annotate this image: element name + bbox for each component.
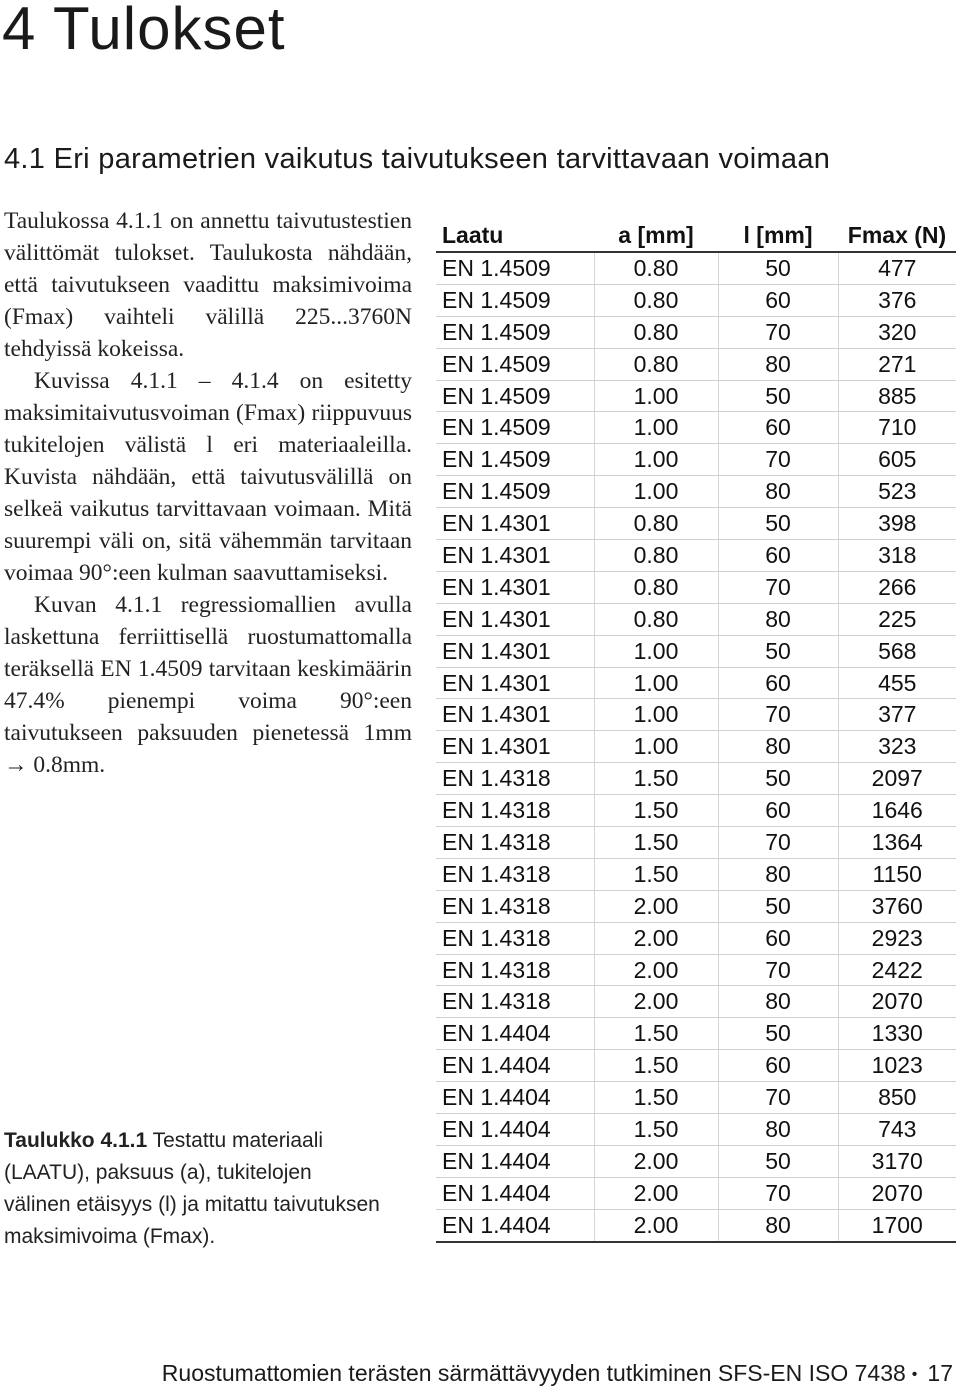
cell-laatu: EN 1.4509 — [436, 380, 594, 412]
table-row — [436, 731, 956, 763]
cell-thickness: 2.00 — [594, 922, 718, 954]
cell-span: 80 — [718, 1114, 838, 1146]
cell-span: 80 — [718, 858, 838, 890]
cell-fmax: 1023 — [838, 1050, 956, 1082]
cell-laatu: EN 1.4509 — [436, 412, 594, 444]
table-row — [436, 1177, 956, 1209]
results-table — [436, 219, 956, 1243]
cell-laatu: EN 1.4509 — [436, 348, 594, 380]
caption-label: Taulukko 4.1.1 — [4, 1129, 148, 1152]
cell-laatu: EN 1.4404 — [436, 1145, 594, 1177]
cell-thickness: 0.80 — [594, 348, 718, 380]
cell-thickness: 0.80 — [594, 252, 718, 284]
cell-span: 80 — [718, 986, 838, 1018]
cell-fmax: 2923 — [838, 922, 956, 954]
table-row — [436, 1114, 956, 1146]
cell-span: 80 — [718, 476, 838, 508]
cell-span: 80 — [718, 1209, 838, 1241]
caption-text: Testattu materiaali (LAATU), paksuus (a), tukitelojen välinen etäisyys (l) ja mitattu taivutuksen maksimivoima (Fmax). — [4, 1129, 380, 1248]
table-row — [436, 284, 956, 316]
cell-laatu: EN 1.4404 — [436, 1177, 594, 1209]
cell-span: 60 — [718, 795, 838, 827]
cell-fmax: 266 — [838, 571, 956, 603]
table-row — [436, 954, 956, 986]
cell-thickness: 2.00 — [594, 986, 718, 1018]
cell-span: 70 — [718, 316, 838, 348]
cell-fmax: 455 — [838, 667, 956, 699]
header-span: l [mm] — [718, 219, 838, 252]
cell-thickness: 1.50 — [594, 763, 718, 795]
footer-bullet: • — [911, 1366, 918, 1383]
header-thickness: a [mm] — [594, 219, 718, 252]
cell-span: 70 — [718, 827, 838, 859]
cell-fmax: 2422 — [838, 954, 956, 986]
cell-fmax: 1700 — [838, 1209, 956, 1241]
table-row — [436, 890, 956, 922]
cell-thickness: 1.00 — [594, 444, 718, 476]
table-row — [436, 699, 956, 731]
page-heading: 4 Tulokset — [2, 0, 286, 62]
cell-laatu: EN 1.4318 — [436, 890, 594, 922]
cell-fmax: 377 — [838, 699, 956, 731]
page-number: 17 — [927, 1360, 953, 1386]
cell-fmax: 1330 — [838, 1018, 956, 1050]
cell-fmax: 1364 — [838, 827, 956, 859]
cell-laatu: EN 1.4509 — [436, 476, 594, 508]
table-row — [436, 858, 956, 890]
cell-fmax: 2070 — [838, 1177, 956, 1209]
cell-span: 50 — [718, 890, 838, 922]
cell-laatu: EN 1.4404 — [436, 1209, 594, 1241]
cell-fmax: 225 — [838, 603, 956, 635]
cell-span: 80 — [718, 731, 838, 763]
cell-thickness: 0.80 — [594, 508, 718, 540]
cell-laatu: EN 1.4404 — [436, 1050, 594, 1082]
cell-span: 80 — [718, 603, 838, 635]
cell-span: 50 — [718, 508, 838, 540]
cell-thickness: 1.00 — [594, 380, 718, 412]
table-row — [436, 827, 956, 859]
table-row — [436, 1082, 956, 1114]
cell-span: 70 — [718, 699, 838, 731]
table-body — [436, 252, 956, 1242]
table-row — [436, 1018, 956, 1050]
section-heading: 4.1 Eri parametrien vaikutus taivutukseen tarvittavaan voimaan — [4, 143, 831, 175]
table-row — [436, 763, 956, 795]
footer-title: Ruostumattomien terästen särmättävyyden tutkiminen SFS-EN ISO 7438 — [161, 1360, 906, 1386]
cell-span: 70 — [718, 444, 838, 476]
cell-span: 80 — [718, 348, 838, 380]
cell-thickness: 0.80 — [594, 284, 718, 316]
cell-thickness: 1.50 — [594, 1018, 718, 1050]
cell-laatu: EN 1.4509 — [436, 444, 594, 476]
cell-laatu: EN 1.4301 — [436, 540, 594, 572]
cell-thickness: 1.50 — [594, 1050, 718, 1082]
cell-laatu: EN 1.4301 — [436, 635, 594, 667]
cell-laatu: EN 1.4509 — [436, 284, 594, 316]
cell-span: 50 — [718, 380, 838, 412]
table-row — [436, 476, 956, 508]
cell-thickness: 2.00 — [594, 890, 718, 922]
cell-fmax: 323 — [838, 731, 956, 763]
cell-laatu: EN 1.4318 — [436, 986, 594, 1018]
table-row — [436, 540, 956, 572]
cell-span: 70 — [718, 1177, 838, 1209]
cell-thickness: 1.00 — [594, 731, 718, 763]
cell-laatu: EN 1.4318 — [436, 858, 594, 890]
cell-laatu: EN 1.4301 — [436, 508, 594, 540]
table-row — [436, 1145, 956, 1177]
header-laatu: Laatu — [436, 219, 594, 252]
cell-thickness: 1.50 — [594, 1082, 718, 1114]
table-row — [436, 667, 956, 699]
table-row — [436, 252, 956, 284]
table-row — [436, 1050, 956, 1082]
cell-thickness: 1.00 — [594, 635, 718, 667]
cell-thickness: 0.80 — [594, 540, 718, 572]
cell-thickness: 2.00 — [594, 1209, 718, 1241]
cell-fmax: 3760 — [838, 890, 956, 922]
cell-thickness: 1.50 — [594, 827, 718, 859]
cell-laatu: EN 1.4509 — [436, 252, 594, 284]
table-row — [436, 986, 956, 1018]
cell-span: 50 — [718, 763, 838, 795]
cell-thickness: 2.00 — [594, 954, 718, 986]
table-row — [436, 380, 956, 412]
table-row — [436, 444, 956, 476]
table-row — [436, 508, 956, 540]
cell-thickness: 2.00 — [594, 1177, 718, 1209]
cell-fmax: 605 — [838, 444, 956, 476]
table-caption — [4, 1125, 384, 1253]
header-fmax: Fmax (N) — [838, 219, 956, 252]
cell-thickness: 1.50 — [594, 1114, 718, 1146]
cell-span: 50 — [718, 1145, 838, 1177]
table-row — [436, 316, 956, 348]
cell-laatu: EN 1.4404 — [436, 1082, 594, 1114]
cell-fmax: 850 — [838, 1082, 956, 1114]
cell-fmax: 523 — [838, 476, 956, 508]
paragraph-2: Kuvissa 4.1.1 – 4.1.4 on esitetty maksimitaivutusvoiman (Fmax) riippuvuus tukitelojen välistä l eri materiaaleilla. Kuvista nähdään, että taivutusvälillä on selkeä vaikutus tarvittavaan voimaan. Mitä suurempi väli on, sitä vähemmän tarvitaan voimaa 90°:een kulman saavuttamiseksi. — [4, 368, 412, 586]
table-row — [436, 1209, 956, 1241]
cell-span: 60 — [718, 667, 838, 699]
cell-fmax: 271 — [838, 348, 956, 380]
cell-span: 70 — [718, 954, 838, 986]
cell-fmax: 320 — [838, 316, 956, 348]
cell-thickness: 0.80 — [594, 316, 718, 348]
cell-laatu: EN 1.4318 — [436, 827, 594, 859]
cell-span: 60 — [718, 284, 838, 316]
cell-span: 70 — [718, 571, 838, 603]
cell-fmax: 710 — [838, 412, 956, 444]
cell-span: 50 — [718, 252, 838, 284]
cell-thickness: 1.50 — [594, 795, 718, 827]
body-text — [4, 205, 412, 781]
cell-span: 50 — [718, 1018, 838, 1050]
cell-laatu: EN 1.4318 — [436, 795, 594, 827]
table-row — [436, 571, 956, 603]
cell-thickness: 1.00 — [594, 699, 718, 731]
table-row — [436, 922, 956, 954]
paragraph-1: Taulukossa 4.1.1 on annettu taivutustestien välittömät tulokset. Taulukosta nähdään, että taivutukseen vaadittu maksimivoima (Fmax) vaihteli välillä 225...3760N tehdyissä kokeissa. — [4, 208, 412, 362]
cell-thickness: 2.00 — [594, 1145, 718, 1177]
table-header-row — [436, 219, 956, 252]
cell-fmax: 3170 — [838, 1145, 956, 1177]
cell-laatu: EN 1.4301 — [436, 571, 594, 603]
cell-laatu: EN 1.4301 — [436, 699, 594, 731]
cell-fmax: 885 — [838, 380, 956, 412]
cell-span: 60 — [718, 540, 838, 572]
cell-fmax: 1150 — [838, 858, 956, 890]
cell-thickness: 1.00 — [594, 412, 718, 444]
table-row — [436, 635, 956, 667]
cell-thickness: 1.00 — [594, 476, 718, 508]
cell-span: 60 — [718, 412, 838, 444]
cell-laatu: EN 1.4509 — [436, 316, 594, 348]
results-table-container — [436, 219, 956, 1243]
cell-fmax: 376 — [838, 284, 956, 316]
cell-laatu: EN 1.4318 — [436, 954, 594, 986]
cell-span: 60 — [718, 1050, 838, 1082]
cell-laatu: EN 1.4404 — [436, 1018, 594, 1050]
cell-thickness: 0.80 — [594, 603, 718, 635]
cell-thickness: 1.50 — [594, 858, 718, 890]
cell-span: 60 — [718, 922, 838, 954]
cell-fmax: 398 — [838, 508, 956, 540]
cell-laatu: EN 1.4301 — [436, 731, 594, 763]
cell-thickness: 0.80 — [594, 571, 718, 603]
cell-span: 50 — [718, 635, 838, 667]
table-row — [436, 348, 956, 380]
cell-thickness: 1.00 — [594, 667, 718, 699]
cell-fmax: 2070 — [838, 986, 956, 1018]
cell-fmax: 568 — [838, 635, 956, 667]
table-row — [436, 795, 956, 827]
cell-laatu: EN 1.4404 — [436, 1114, 594, 1146]
table-row — [436, 603, 956, 635]
cell-laatu: EN 1.4301 — [436, 667, 594, 699]
cell-fmax: 318 — [838, 540, 956, 572]
cell-fmax: 743 — [838, 1114, 956, 1146]
cell-fmax: 2097 — [838, 763, 956, 795]
cell-laatu: EN 1.4318 — [436, 922, 594, 954]
cell-fmax: 477 — [838, 252, 956, 284]
cell-laatu: EN 1.4301 — [436, 603, 594, 635]
cell-fmax: 1646 — [838, 795, 956, 827]
cell-laatu: EN 1.4318 — [436, 763, 594, 795]
paragraph-3: Kuvan 4.1.1 regressiomallien avulla laskettuna ferriittisellä ruostumattomalla teräksellä EN 1.4509 tarvitaan keskimäärin 47.4% pienempi voima 90°:een taivutukseen paksuuden pienetessä 1mm → 0.8mm. — [4, 592, 412, 778]
table-row — [436, 412, 956, 444]
cell-span: 70 — [718, 1082, 838, 1114]
page-footer — [153, 1360, 953, 1387]
